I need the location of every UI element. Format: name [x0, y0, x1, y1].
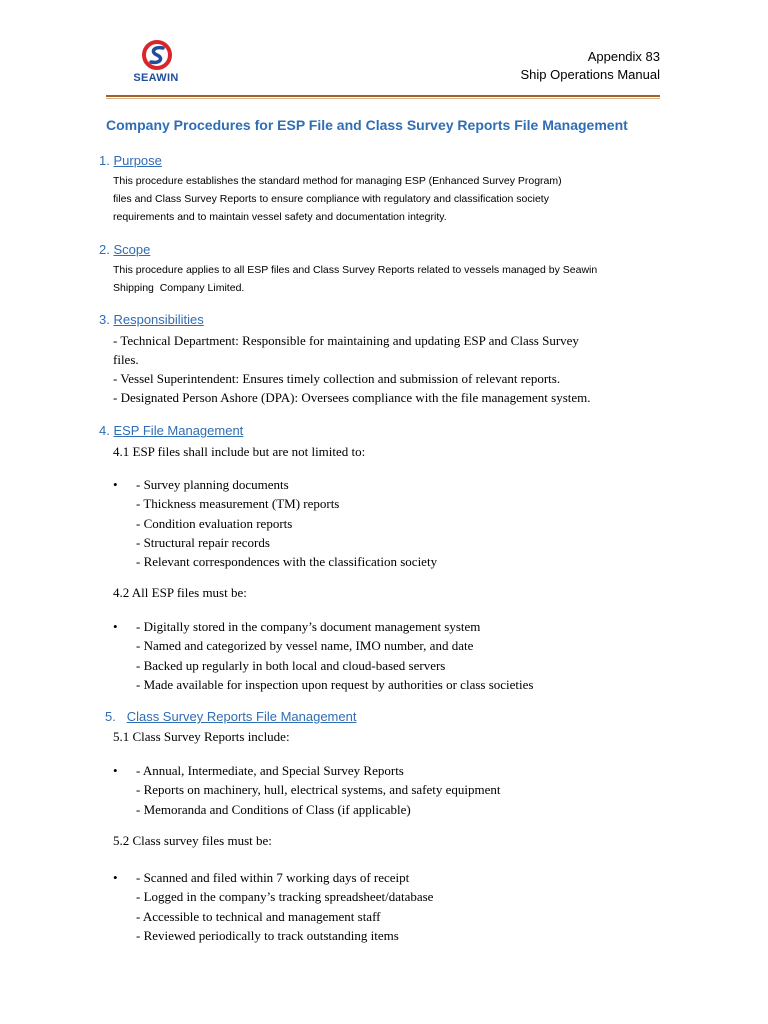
scope-text	[113, 261, 597, 297]
list-item: - Memoranda and Conditions of Class (if applicable)	[136, 801, 411, 817]
text-line: Shipping Company Limited.	[113, 282, 245, 294]
text-line: requirements and to maintain vessel safety and documentation integrity.	[113, 211, 447, 223]
section-number: 2.	[99, 242, 110, 257]
responsibilities-text	[113, 331, 591, 407]
list-item: - Backed up regularly in both local and cloud-based servers	[136, 657, 446, 673]
purpose-text	[113, 172, 562, 226]
text-line: files and Class Survey Reports to ensure compliance with regulatory and classification society	[113, 193, 549, 205]
list-item: - Structural repair records	[136, 534, 270, 550]
header-divider	[106, 95, 660, 97]
bullet-icon: •	[113, 763, 118, 778]
section-label: Purpose	[113, 153, 162, 168]
text-line: - Technical Department: Responsible for maintaining and updating ESP and Class Survey	[113, 333, 579, 348]
section-label: Class Survey Reports File Management	[126, 709, 357, 724]
section-heading-purpose	[99, 153, 162, 168]
section-heading-scope	[99, 242, 150, 257]
seawin-logo-icon	[142, 40, 172, 70]
bullet-icon: •	[113, 870, 118, 885]
list-item: - Scanned and filed within 7 working days of receipt	[136, 870, 410, 885]
header-info	[521, 48, 660, 84]
section-number: 5.	[105, 709, 116, 724]
list-item: - Survey planning documents	[136, 477, 289, 492]
class-subheading-5-1: 5.1 Class Survey Reports include:	[113, 729, 290, 744]
list-item: - Digitally stored in the company’s document management system	[136, 619, 481, 634]
section-label: Scope	[113, 242, 151, 257]
bullet-icon: •	[113, 477, 118, 492]
list-item: - Made available for inspection upon request by authorities or class societies	[136, 676, 534, 692]
appendix-label: Appendix 83	[587, 49, 660, 64]
company-logo	[126, 40, 186, 86]
text-line: This procedure establishes the standard method for managing ESP (Enhanced Survey Program)	[113, 175, 562, 187]
section-number: 1.	[99, 153, 110, 168]
text-line: - Designated Person Ashore (DPA): Oversees compliance with the file management system.	[113, 390, 591, 405]
list-item: - Reviewed periodically to track outstanding items	[136, 927, 399, 943]
document-title: Company Procedures for ESP File and Class Survey Reports File Management	[106, 117, 628, 133]
text-line: files.	[113, 352, 139, 367]
text-line: - Vessel Superintendent: Ensures timely collection and submission of relevant reports.	[113, 371, 561, 386]
logo-text: SEAWIN	[133, 72, 179, 84]
section-label: ESP File Management	[113, 423, 244, 438]
list-item: - Accessible to technical and management staff	[136, 908, 381, 924]
list-item: - Reports on machinery, hull, electrical systems, and safety equipment	[136, 782, 501, 798]
section-number: 3.	[99, 312, 110, 327]
list-item: - Relevant correspondences with the classification society	[136, 554, 438, 570]
text-line: This procedure applies to all ESP files and Class Survey Reports related to vessels managed by Seawin	[113, 264, 598, 276]
esp-subheading-4-2: 4.2 All ESP files must be:	[113, 585, 247, 600]
list-item: - Condition evaluation reports	[136, 515, 293, 531]
section-label: Responsibilities	[113, 312, 204, 327]
bullet-icon: •	[113, 619, 118, 634]
section-heading-esp	[99, 423, 243, 438]
section-heading-class-survey	[105, 709, 356, 724]
esp-subheading-4-1: 4.1 ESP files shall include but are not limited to:	[113, 444, 366, 459]
class-subheading-5-2: 5.2 Class survey files must be:	[113, 833, 272, 848]
list-item: - Thickness measurement (TM) reports	[136, 496, 340, 512]
list-item: - Named and categorized by vessel name, IMO number, and date	[136, 638, 474, 654]
header-divider-shadow	[106, 98, 660, 99]
list-item: - Annual, Intermediate, and Special Survey Reports	[136, 763, 404, 778]
section-number: 4.	[99, 423, 110, 438]
section-heading-responsibilities	[99, 312, 204, 327]
list-item: - Logged in the company’s tracking spreadsheet/database	[136, 889, 434, 905]
manual-label: Ship Operations Manual	[520, 67, 660, 82]
